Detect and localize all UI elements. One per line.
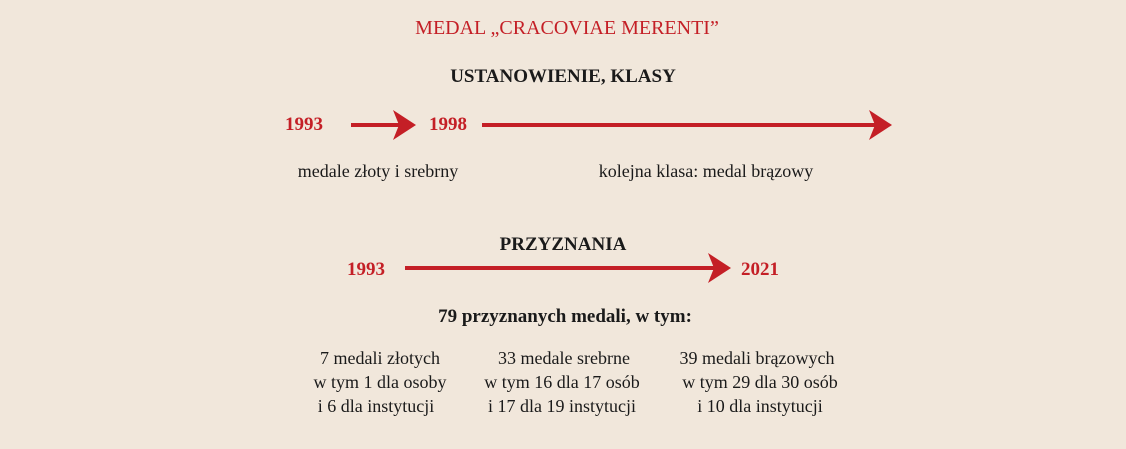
silver-institutions: i 17 dla 19 instytucji: [488, 396, 636, 416]
awards-total: 79 przyznanych medali, w tym:: [438, 306, 692, 327]
diagram-title: MEDAL „CRACOVIAE MERENTI”: [415, 17, 719, 39]
bronze-count: 39 medali brązowych: [679, 348, 835, 368]
silver-count: 33 medale srebrne: [498, 348, 630, 368]
establishment-caption-mid: kolejna klasa: medal brązowy: [598, 161, 814, 181]
arrow-1993-1998: [351, 110, 416, 140]
establishment-heading: USTANOWIENIE, KLASY: [450, 66, 676, 87]
arrow-1998-onward: [482, 110, 892, 140]
arrow-1993-2021: [405, 253, 731, 283]
gold-persons: w tym 1 dla osoby: [313, 372, 447, 392]
awards-heading: PRZYZNANIA: [499, 234, 627, 255]
awards-year-start: 1993: [347, 259, 385, 280]
awards-year-end: 2021: [741, 259, 779, 280]
gold-count: 7 medali złotych: [320, 348, 440, 368]
gold-institutions: i 6 dla instytucji: [317, 396, 435, 416]
establishment-caption-start: medale złoty i srebrny: [297, 161, 459, 181]
establishment-year-start: 1993: [285, 114, 323, 135]
bronze-institutions: i 10 dla instytucji: [697, 396, 823, 416]
bronze-persons: w tym 29 dla 30 osób: [682, 372, 838, 392]
silver-persons: w tym 16 dla 17 osób: [484, 372, 640, 392]
establishment-year-mid: 1998: [429, 114, 467, 135]
